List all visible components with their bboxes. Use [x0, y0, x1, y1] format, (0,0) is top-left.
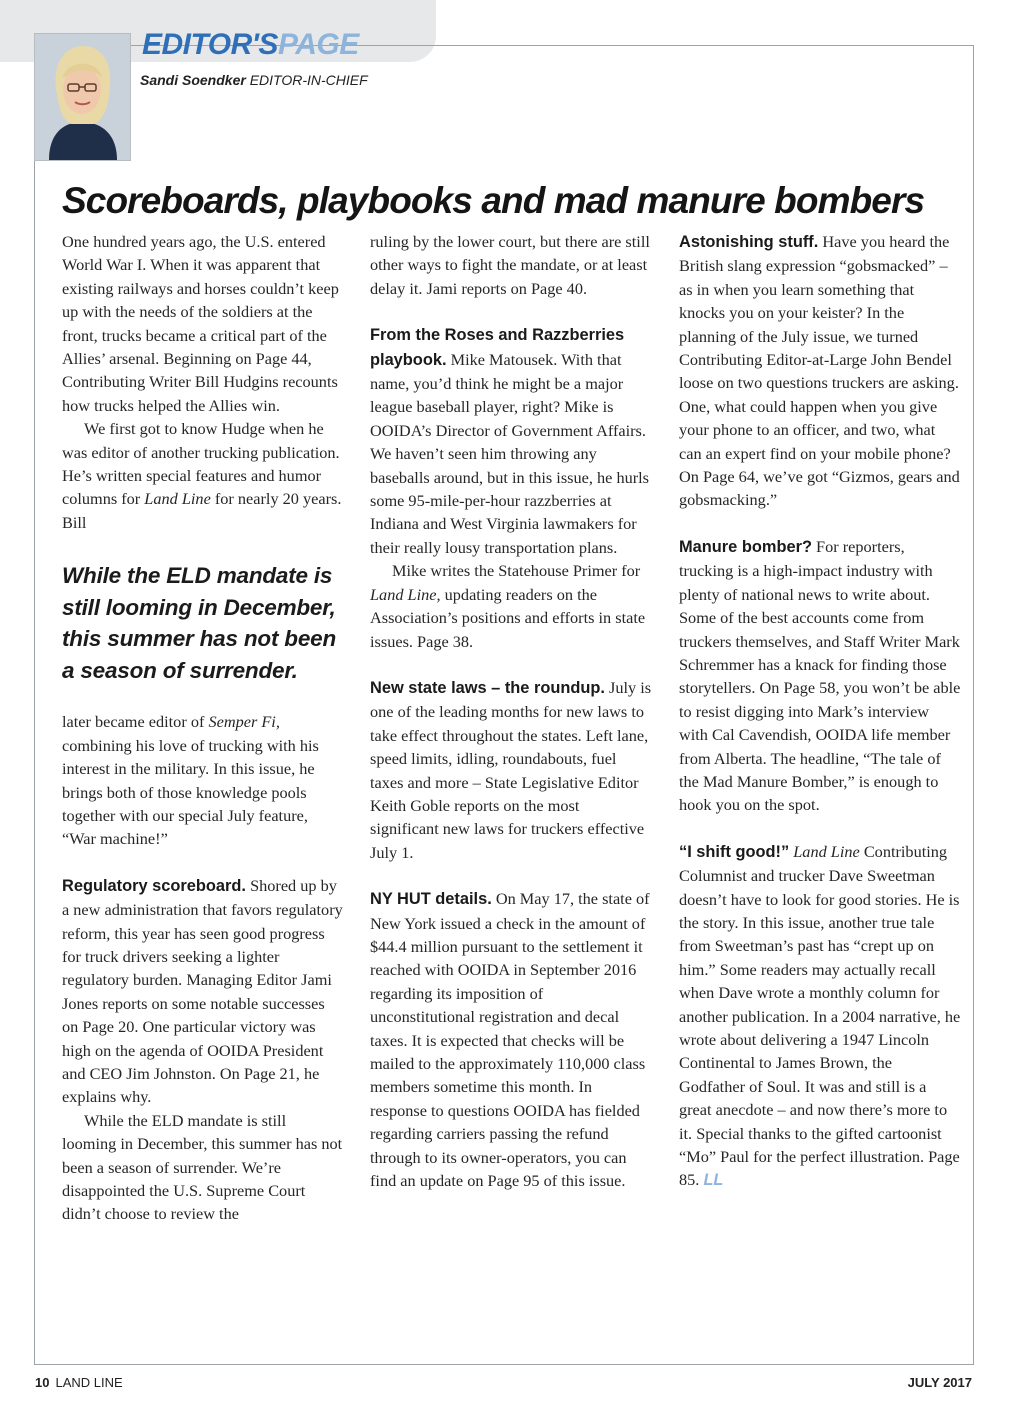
page-number: 10 [35, 1375, 50, 1390]
issue-date: JULY 2017 [907, 1375, 972, 1390]
publication-name: Semper Fi, [208, 712, 280, 732]
title-editors: EDITOR'S [142, 28, 278, 61]
paragraph: “I shift good!” Land Line Contributing Columnist and trucker Dave Sweetman doesn’t have to look for good stories. He is the story. In this issue, another true tale from Sweetman’s past has “crept up on him.” Some readers may actually recall when Dave wrote a monthly column for another publication. In a 2004 narrative, he wrote about delivering a 1947 Lincoln Continental to James Brown, the Godfather of Soul. It was and still is a great anecdote – and now there’s more to it. Special thanks to the gifted cartoonist “Mo” Paul for the perfect illustration. Page 85. LL [679, 841, 961, 1190]
paragraph: Astonishing stuff. Have you heard the British slang expression “gobsmacked” – as in when you learn something that knocks you on your keister? In the planning of the July issue, we turned Contributing Editor-at-Large John Bendel loose on two questions truckers are asking. One, what could happen when you give your phone to an officer, and two, what can an expert find on your mobile phone? On Page 64, we’ve got “Gizmos, gears and gobsmacking.” [679, 232, 960, 510]
paragraph: Mike writes the Statehouse Primer for Land Line, updating readers on the Association’s positions and efforts in state issues. Page 38. [370, 561, 646, 651]
publication-name: Land Line [789, 841, 860, 861]
section-kicker: From the Roses and Razzberries playbook. [370, 326, 625, 369]
publication-footer: LAND LINE [55, 1375, 123, 1390]
section-kicker: “I shift good!” [679, 842, 790, 861]
footer-left [35, 1375, 123, 1390]
article-column-2 [370, 230, 652, 1192]
section-kicker: New state laws – the roundup. [370, 678, 605, 697]
publication-name: Land Line, [370, 584, 441, 604]
byline [140, 72, 368, 88]
paragraph: One hundred years ago, the U.S. entered World War I. When it was apparent that existing railways and horses couldn’t keep up with the needs of the soldiers at the front, trucks became a critical part of the Allies’ arsenal. Beginning on Page 44, Contributing Writer Bill Hudgins recounts how trucks helped the Allies win. [62, 232, 339, 415]
pull-quote: While the ELD mandate is still looming in December, this summer has not been a season of surrender. [62, 563, 337, 683]
editors-page-title [142, 30, 359, 60]
article-headline: Scoreboards, playbooks and mad manure bombers [62, 180, 925, 221]
paragraph: NY HUT details. On May 17, the state of New York issued a check in the amount of $44.4 million pursuant to the settlement it reached with OOIDA in September 2016 regarding its imposition of unconstitutional registration and decal taxes. It is expected that checks will be mailed to the approximately 110,000 class members sometime this month. In response to questions OOIDA has fielded regarding carriers passing the refund through to its owner-operators, you can find an update on Page 95 of this issue. [370, 889, 650, 1191]
paragraph: New state laws – the roundup. July is one of the leading months for new laws to take effect throughout the states. Left lane, speed limits, idling, roundabouts, fuel taxes and more – State Legislative Editor Keith Goble reports on the most significant new laws for truckers effective July 1. [370, 677, 652, 862]
paragraph: From the Roses and Razzberries playbook. Mike Matousek. With that name, you’d think he might be a major league baseball player, right? Mike is OOIDA’s Director of Government Affairs. We haven’t seen him throwing any baseballs around, but in this issue, he hurls some 95-mile-per-hour razzberries at Indiana and West Virginia lawmakers for their really lousy transportation plans. [370, 326, 650, 557]
section-kicker: Manure bomber? [679, 537, 812, 556]
paragraph: We first got to know Hudge when he was editor of another trucking publication. He’s written special features and humor columns for Land Line for nearly 20 years. Bill [62, 419, 342, 532]
publication-name: Land Line [144, 489, 211, 509]
article-column-3 [679, 230, 961, 1193]
editor-name: Sandi Soendker [140, 72, 246, 88]
section-kicker: Regulatory scoreboard. [62, 876, 246, 895]
paragraph: While the ELD mandate is still looming in December, this summer has not been a season of surrender. We’re disappointed the U.S. Supreme Court didn’t choose to review the [62, 1110, 343, 1224]
paragraph: ruling by the lower court, but there are still other ways to fight the mandate, or at least delay it. Jami reports on Page 40. [370, 232, 650, 298]
paragraph: later became editor of Semper Fi, combining his love of trucking with his interest in the military. In this issue, he brings both of those knowledge pools together with our special July feature, “War machine!” [62, 712, 319, 849]
section-kicker: NY HUT details. [370, 890, 492, 909]
paragraph: Manure bomber? For reporters, trucking is a high-impact industry with plenty of national news to write about. Some of the best accounts come from truckers themselves, and Staff Writer Mark Schremmer has a knack for finding those storytellers. On Page 58, you won’t be able to resist digging into Mark’s interview with Cal Cavendish, OOIDA life member from Alberta. The headline, “The tale of the Mad Manure Bomber,” is enough to hook you on the spot. [679, 536, 961, 815]
section-kicker: Astonishing stuff. [679, 233, 819, 251]
title-page: PAGE [277, 28, 359, 61]
editor-portrait-image [35, 34, 130, 160]
end-mark-logo: LL [703, 1171, 724, 1190]
editor-photo [34, 33, 131, 161]
paragraph: Regulatory scoreboard. Shored up by a new administration that favors regulatory reform, this year has seen good progress for truck drivers seeking a lighter regulatory burden. Managing Editor Jami Jones reports on some notable successes on Page 20. One particular victory was high on the agenda of OOIDA President and CEO Jim Johnston. On Page 21, he explains why. [62, 875, 343, 1107]
editor-role: EDITOR-IN-CHIEF [249, 72, 368, 88]
article-column-1 [62, 230, 344, 1226]
